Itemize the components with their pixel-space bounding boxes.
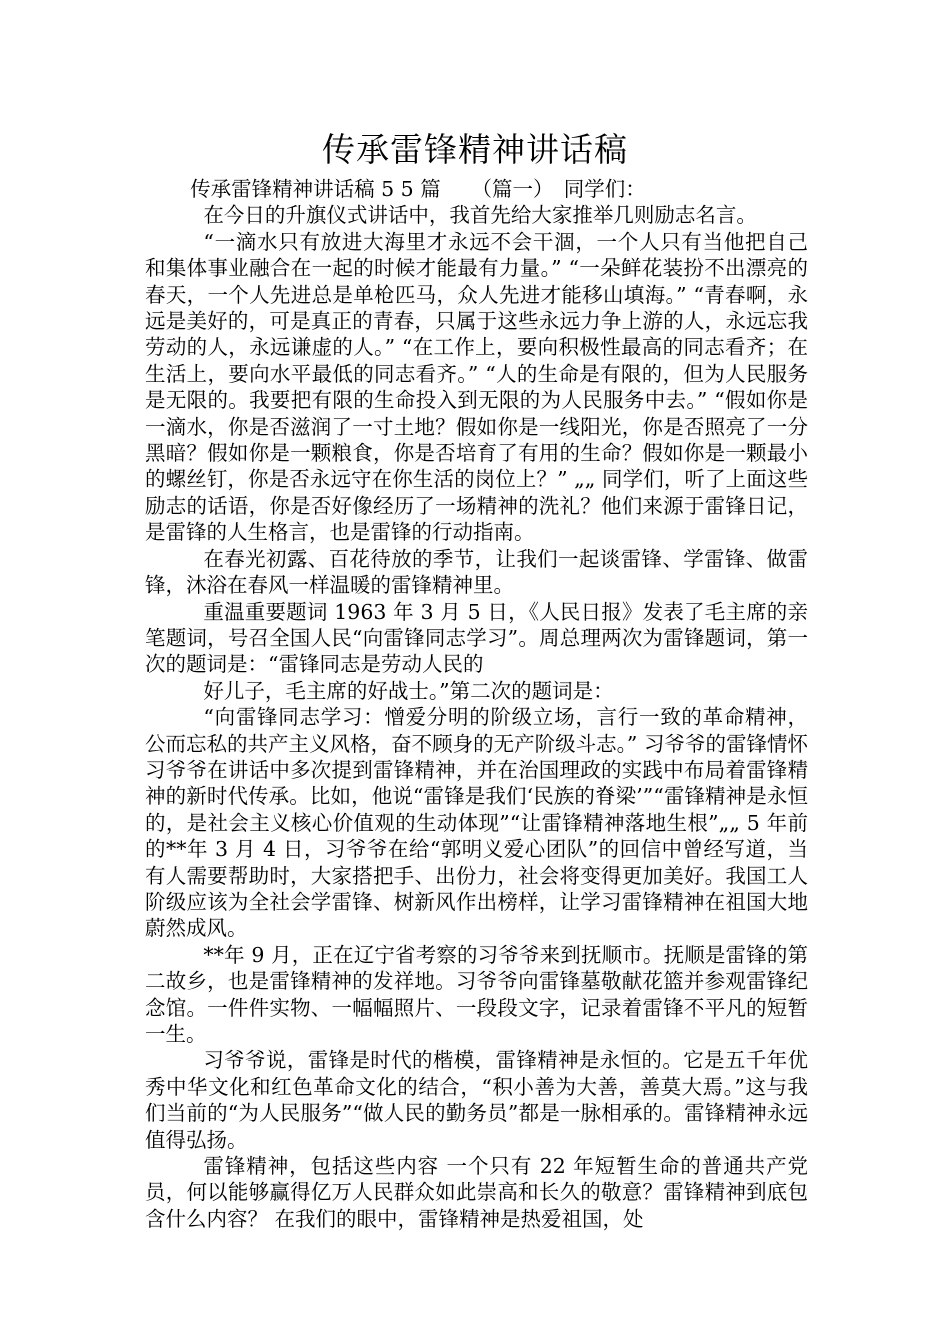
document-body [145, 176, 808, 1232]
paragraph-quotes: “一滴水只有放进大海里才永远不会干涸，一个人只有当他把自己和集体事业融合在一起的时候才能最有力量。” “一朵鲜花装扮不出漂亮的春天，一个人先进总是单枪匹马，众人先进才能移山填海。” “青春啊，永远是美好的，可是真正的青春，只属于这些永远力争上游的人，永远忘我劳动的人，永远谦虚的人。” “在工作上，要向积极性最高的同志看齐；在生活上，要向水平最低的同志看齐。” “人的生命是有限的，但为人民服务是无限的。我要把有限的生命投入到无限的为人民服务中去。” “假如你是一滴水，你是否滋润了一寸土地？假如你是一线阳光，你是否照亮了一分黑暗？假如你是一颗粮食，你是否培育了有用的生命？假如你是一颗最小的螺丝钉，你是否永远守在你生活的岗位上？” „„ 同学们，听了上面这些励志的话语，你是否好像经历了一场精神的洗礼？他们来源于雷锋日记，是雷锋的人生格言，也是雷锋的行动指南。 [145, 229, 808, 545]
paragraph-second-inscription: “向雷锋同志学习：憎爱分明的阶级立场，言行一致的革命精神，公而忘私的共产主义风格，奋不顾身的无产阶级斗志。” 习爷爷的雷锋情怀 习爷爷在讲话中多次提到雷锋精神，并在治国理政的实践中布局着雷锋精神的新时代传承。比如，他说“雷锋是我们‘民族的脊梁’”“雷锋精神是永恒的，是社会主义核心价值观的生动体现”“让雷锋精神落地生根”„„ 5 年前的**年 3 月 4 日，习爷爷在给“郭明义爱心团队”的回信中曾经写道，当有人需要帮助时，大家搭把手、出份力，社会将变得更加美好。我国工人阶级应该为全社会学雷锋、树新风作出榜样，让学习雷锋精神在祖国大地蔚然成风。 [145, 705, 808, 941]
paragraph-intro: 在今日的升旗仪式讲话中，我首先给大家推举几则励志名言。 [203, 203, 757, 228]
paragraph-fushun: **年 9 月，正在辽宁省考察的习爷爷来到抚顺市。抚顺是雷锋的第二故乡，也是雷锋精神的发祥地。习爷爷向雷锋墓敬献花篮并参观雷锋纪念馆。一件件实物、一幅幅照片、一段段文字，记录着雷锋不平凡的短暂一生。 [145, 942, 808, 1046]
paragraph-subtitle: 传承雷锋精神讲话稿 5 5 篇 （篇一） 同学们： [190, 177, 646, 201]
document-title: 传承雷锋精神讲话稿 [322, 130, 628, 169]
paragraph-spring: 在春光初露、百花待放的季节，让我们一起谈雷锋、学雷锋、做雷锋，沐浴在春风一样温暖的雷锋精神里。 [145, 546, 808, 598]
paragraph-inscription-cont: 好儿子，毛主席的好战士。”第二次的题词是： [203, 678, 614, 703]
paragraph-model: 习爷爷说，雷锋是时代的楷模，雷锋精神是永恒的。它是五千年优秀中华文化和红色革命文化的结合，“积小善为大善，善莫大焉。”这与我们当前的“为人民服务”“做人民的勤务员”都是一脉相承的。雷锋精神永远值得弘扬。 [145, 1048, 808, 1152]
paragraph-content: 雷锋精神，包括这些内容 一个只有 22 年短暂生命的普通共产党员，何以能够赢得亿万人民群众如此崇高和长久的敬意？雷锋精神到底包含什么内容？ 在我们的眼中，雷锋精神是热爱祖国，处 [145, 1154, 808, 1231]
paragraph-inscription: 重温重要题词 1963 年 3 月 5 日，《人民日报》发表了毛主席的亲笔题词，号召全国人民“向雷锋同志学习”。周总理两次为雷锋题词，第一次的题词是：“雷锋同志是劳动人民的 [145, 599, 808, 677]
